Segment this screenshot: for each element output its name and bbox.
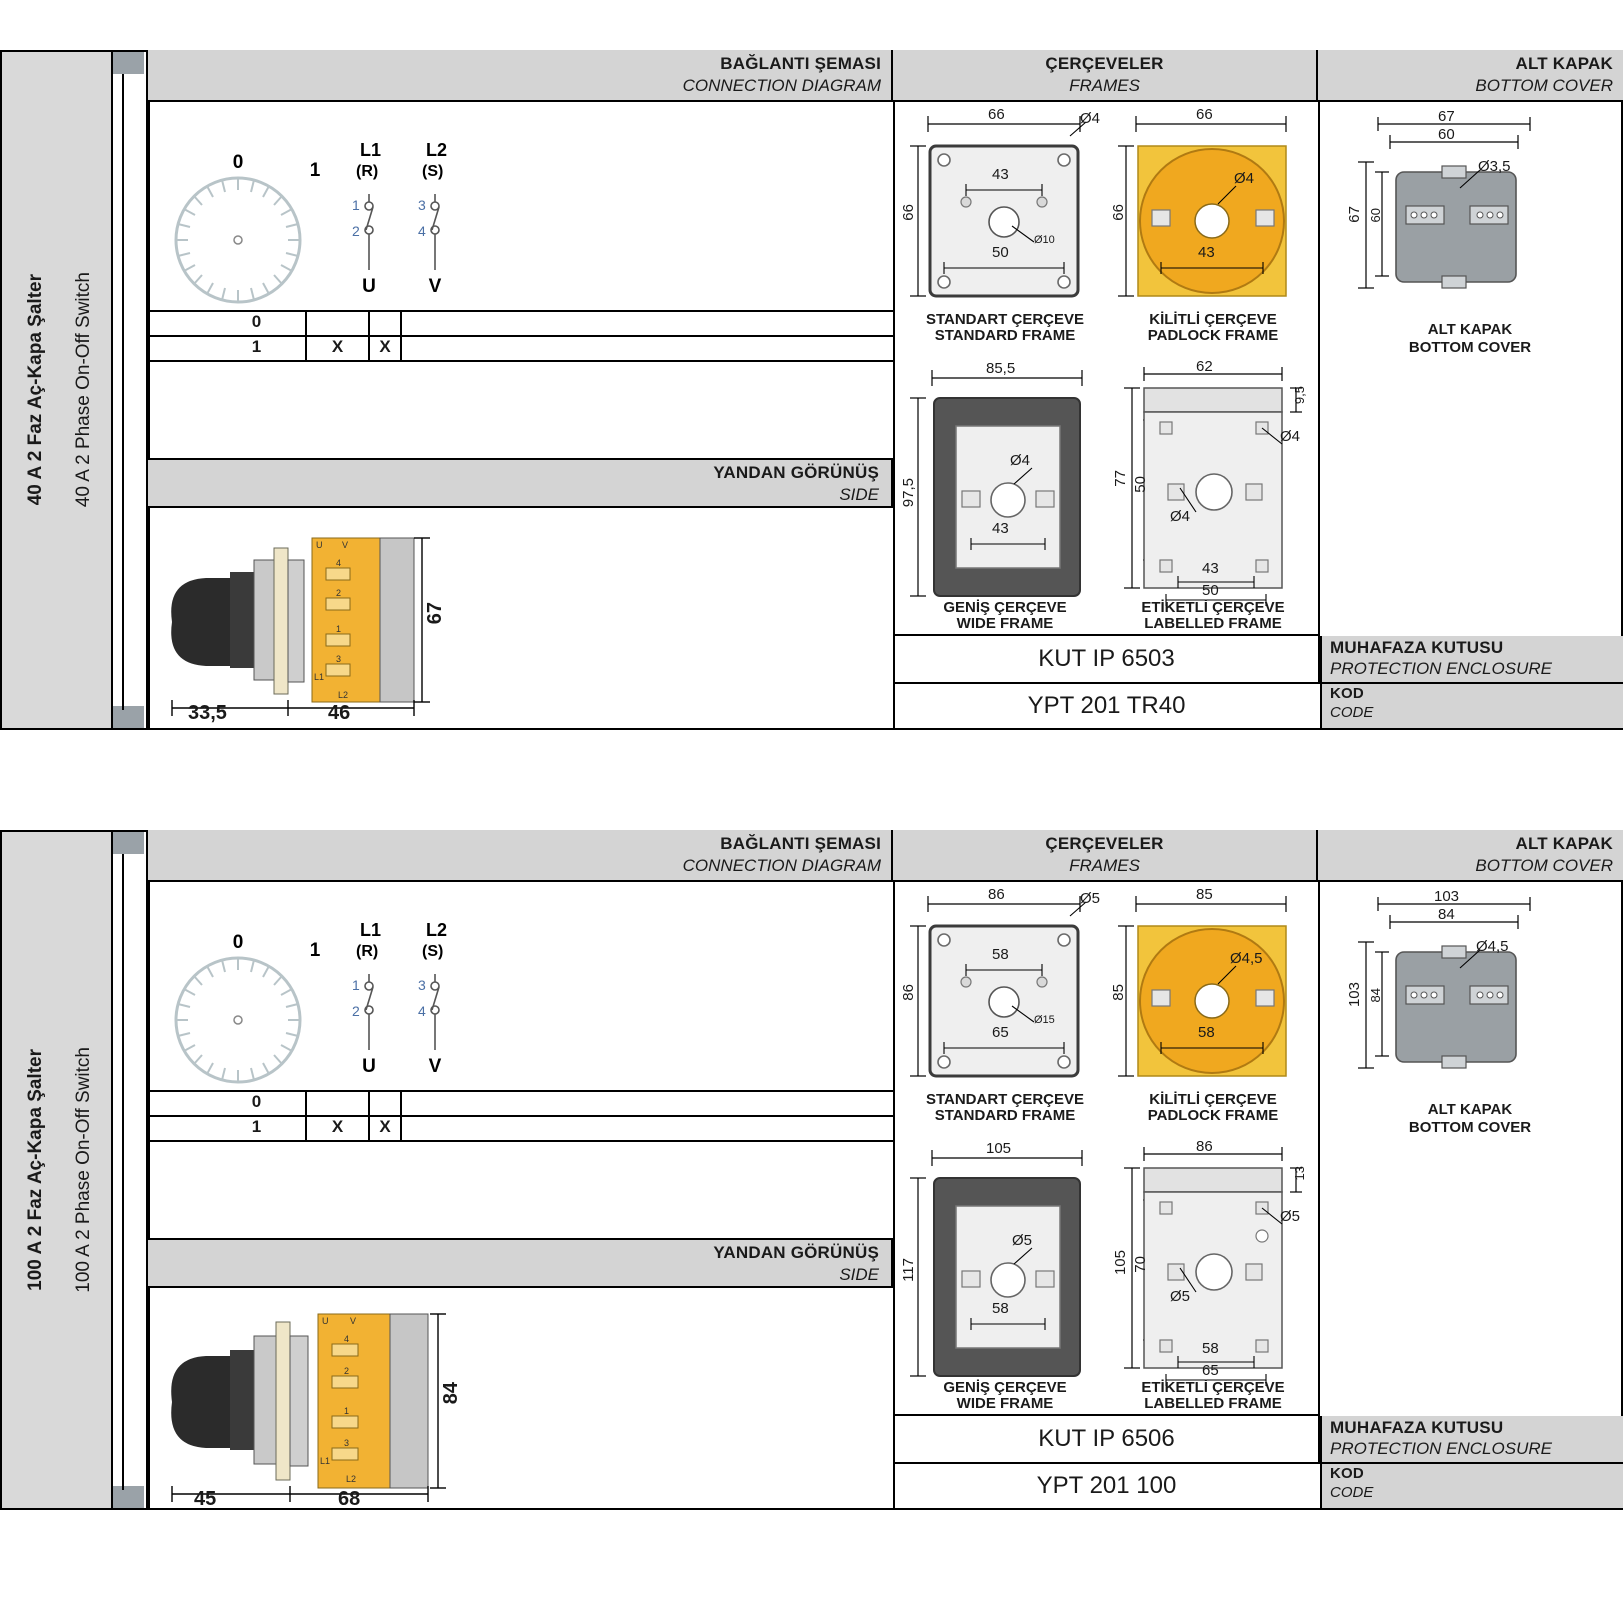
truth-row-1-pos-2: 1 [251,1117,262,1136]
frame-wide-caption-en-2: WIDE FRAME [956,1395,1054,1412]
cover-hole-2: Ø4,5 [1476,938,1509,955]
sheet-40a [0,50,1623,730]
frame-wide-2 [900,1140,1110,1430]
svg-text:4: 4 [344,1334,350,1344]
svg-text:(R): (R) [356,163,379,180]
header-side-tr: YANDAN GÖRÜNÜŞ [713,463,879,482]
side-view-svg-2 [160,1292,880,1508]
frame-standard-a: 43 [992,166,1009,183]
side-view-2 [160,1292,880,1508]
header-connection-tr-2: BAĞLANTI ŞEMASI [720,834,881,853]
frame-labelled-h: 77 [1112,470,1129,487]
frame-padlock-hole: Ø4 [1234,170,1255,187]
svg-text:1: 1 [344,1406,350,1416]
header-frames-en-2: FRAMES [1069,856,1140,875]
svg-text:3: 3 [418,977,426,993]
side-view [160,512,880,728]
header-frames-en: FRAMES [1069,76,1140,95]
frame-labelled-hole1: Ø4 [1280,428,1301,445]
enclosure-label-2 [1320,1416,1623,1462]
svg-text:2: 2 [336,588,342,598]
header-connection-en: CONNECTION DIAGRAM [682,76,881,95]
header-connection-2 [148,830,893,882]
frame-padlock-caption-tr: KİLİTLİ ÇERÇEVE [1149,311,1277,328]
spine-line [122,74,124,710]
frame-labelled-caption-tr-2: ETİKETLİ ÇERÇEVE [1141,1379,1285,1396]
cover-iw: 60 [1438,126,1455,143]
cover-w-2: 103 [1434,888,1460,905]
svg-text:L1: L1 [360,140,382,160]
frame-labelled-hole2-2: Ø5 [1170,1288,1191,1305]
frame-wide-svg [900,360,1110,620]
svg-text:1: 1 [336,624,342,634]
spine-marker-top [113,52,144,74]
header-connection [148,50,893,102]
svg-text:2: 2 [352,223,360,239]
svg-text:V: V [350,1316,357,1326]
enclosure-label-en-2: PROTECTION ENCLOSURE [1330,1439,1552,1458]
frame-labelled-b-2: 58 [1202,1340,1219,1357]
frame-labelled-h-2: 105 [1112,1250,1129,1276]
side-label-tr: 40 A 2 Faz Aç-Kapa Şalter [25,274,46,506]
frame-labelled-t-2: 13 [1292,1166,1307,1181]
frame-standard-corner-hole-2: Ø5 [1080,890,1101,907]
frame-padlock-a: 43 [1198,244,1215,261]
frame-wide-a-2: 58 [992,1300,1009,1317]
frame-labelled-a-2: 70 [1132,1256,1149,1273]
frame-wide-hole: Ø4 [1010,452,1031,469]
header-side-2 [148,1238,893,1288]
svg-text:U: U [322,1316,329,1326]
header-connection-en-2: CONNECTION DIAGRAM [682,856,881,875]
truth-table-2 [148,1090,893,1142]
frame-labelled-caption-en-2: LABELLED FRAME [1144,1395,1282,1412]
truth-row-1-v: X [379,337,391,356]
cover-caption-tr-2: ALT KAPAK [1427,1101,1513,1118]
header-side-en: SIDE [839,485,879,504]
frame-standard-caption-en-2: STANDARD FRAME [934,1107,1076,1124]
cover-hole: Ø3,5 [1478,158,1511,175]
svg-text:4: 4 [336,558,342,568]
header-frames-2 [893,830,1318,882]
cover-iw-2: 84 [1438,906,1455,923]
side-dim-2-2: 68 [338,1488,361,1510]
frame-labelled-w: 62 [1196,358,1213,375]
header-cover-en: BOTTOM COVER [1475,76,1613,95]
svg-text:V: V [342,540,349,550]
code-label [1320,684,1623,728]
frame-labelled-caption-tr: ETİKETLİ ÇERÇEVE [1141,599,1285,616]
frame-labelled-caption-en: LABELLED FRAME [1144,615,1282,632]
svg-text:L1: L1 [360,920,382,940]
frame-labelled-w-2: 86 [1196,1138,1213,1155]
header-frames-tr: ÇERÇEVELER [1045,54,1164,73]
frame-padlock-caption-en-2: PADLOCK FRAME [1147,1107,1279,1124]
frame-standard-w-2: 86 [988,886,1005,903]
svg-text:L1: L1 [314,672,325,682]
frame-padlock-h-2: 85 [1110,984,1127,1001]
side-view-svg [160,512,880,728]
svg-text:3: 3 [336,654,342,664]
frame-labelled-a: 50 [1132,476,1149,493]
svg-text:4: 4 [418,1003,426,1019]
code-label-en: CODE [1330,704,1374,721]
header-frames-tr-2: ÇERÇEVELER [1045,834,1164,853]
frame-labelled-hole1-2: Ø5 [1280,1208,1301,1225]
cover-caption-en-2: BOTTOM COVER [1408,1119,1532,1136]
header-cover-en-2: BOTTOM COVER [1475,856,1613,875]
svg-text:3: 3 [344,1438,350,1448]
spine-marker-top-2 [113,832,144,854]
header-frames [893,50,1318,102]
svg-text:(R): (R) [356,943,379,960]
code-label-tr-2: KOD [1330,1465,1364,1482]
svg-text:(S): (S) [422,163,444,180]
frame-padlock-caption-en: PADLOCK FRAME [1147,327,1279,344]
side-dim-2: 46 [328,702,351,724]
frame-wide-hole-2: Ø5 [1012,1232,1033,1249]
code-value: YPT 201 TR40 [1027,692,1186,719]
frame-standard-hole-2: Ø15 [1034,1014,1055,1026]
frame-padlock-hole-2: Ø4,5 [1230,950,1263,967]
frame-labelled-b: 43 [1202,560,1219,577]
svg-text:1: 1 [309,940,321,961]
frame-padlock-w: 66 [1196,106,1213,123]
svg-text:U: U [362,1056,376,1077]
enclosure-label-en: PROTECTION ENCLOSURE [1330,659,1552,678]
svg-text:0: 0 [232,152,244,173]
svg-text:2: 2 [344,1366,350,1376]
svg-text:(S): (S) [422,943,444,960]
frame-standard-corner-hole: Ø4 [1080,110,1101,127]
spine-line-2 [122,854,124,1490]
frame-padlock-w-2: 85 [1196,886,1213,903]
svg-text:L2: L2 [346,1474,357,1484]
svg-text:L1: L1 [320,1456,331,1466]
header-cover-tr: ALT KAPAK [1515,54,1613,73]
side-dim-3-2: 84 [440,1382,462,1405]
enclosure-label-tr-2: MUHAFAZA KUTUSU [1330,1418,1504,1437]
truth-row-0-pos-2: 0 [251,1092,262,1111]
svg-text:L2: L2 [338,690,349,700]
header-cover-tr-2: ALT KAPAK [1515,834,1613,853]
frame-padlock-2 [1110,886,1316,1151]
cover-caption-tr: ALT KAPAK [1427,321,1513,338]
enclosure-value: KUT IP 6503 [1038,645,1175,672]
cover-h: 67 [1346,206,1363,223]
truth-table [148,310,893,362]
frame-standard-caption-tr-2: STANDART ÇERÇEVE [925,1091,1085,1108]
truth-row-1-v-2: X [379,1117,391,1136]
side-label-en-2: 100 A 2 Phase On-Off Switch [73,1047,94,1293]
header-side [148,458,893,508]
truth-row-1-pos: 1 [251,337,262,356]
frame-wide-caption-tr-2: GENİŞ ÇERÇEVE [943,1379,1067,1396]
frame-labelled-t: 9,5 [1292,386,1307,405]
svg-text:1: 1 [309,160,321,181]
header-side-en-2: SIDE [839,1265,879,1284]
svg-text:U: U [362,276,376,297]
frame-labelled-hole2: Ø4 [1170,508,1191,525]
frame-standard-b: 50 [992,244,1009,261]
bottom-cover [1330,110,1610,370]
sep-2 [1318,102,1320,682]
frame-standard-caption-tr: STANDART ÇERÇEVE [925,311,1085,328]
sep-2-2 [1318,882,1320,1462]
sheet-outer-2 [0,830,1623,1510]
frame-wide-caption-en: WIDE FRAME [956,615,1054,632]
side-dim-3: 67 [424,602,446,625]
cover-ih-2: 84 [1368,988,1383,1003]
frame-labelled-c-2: 65 [1202,1362,1219,1379]
frame-standard-svg-2 [900,886,1110,1116]
frame-standard-b-2: 65 [992,1024,1009,1041]
svg-text:V: V [428,276,442,297]
frame-standard-h-2: 86 [900,984,917,1001]
header-connection-tr: BAĞLANTI ŞEMASI [720,54,881,73]
side-dim-1: 33,5 [188,702,227,724]
svg-text:L2: L2 [426,140,448,160]
code-label-tr: KOD [1330,685,1364,702]
cover-ih: 60 [1368,208,1383,223]
frame-padlock-h: 66 [1110,204,1127,221]
frame-labelled [1110,360,1316,650]
frame-labelled-c: 50 [1202,582,1219,599]
frame-labelled-2 [1110,1140,1316,1430]
frame-wide-w: 85,5 [986,360,1016,377]
spine-marker-bottom [113,706,144,728]
frame-standard-2 [900,886,1110,1151]
frame-wide-h: 97,5 [900,478,917,508]
frame-padlock-svg-2 [1110,886,1316,1116]
frame-standard [900,106,1110,371]
frame-padlock [1110,106,1316,371]
sheet-outer [0,50,1623,730]
svg-text:3: 3 [418,197,426,213]
frame-standard-hole: Ø10 [1034,234,1055,246]
enclosure-label [1320,636,1623,682]
frame-padlock-caption-tr-2: KİLİTLİ ÇERÇEVE [1149,1091,1277,1108]
frame-standard-h: 66 [900,204,917,221]
frame-padlock-svg [1110,106,1316,336]
cover-w: 67 [1438,108,1455,125]
svg-text:4: 4 [418,223,426,239]
enclosure-value-2: KUT IP 6506 [1038,1425,1175,1452]
svg-text:L2: L2 [426,920,448,940]
enclosure-label-tr: MUHAFAZA KUTUSU [1330,638,1504,657]
frame-standard-caption-en: STANDARD FRAME [934,327,1076,344]
side-label-en: 40 A 2 Phase On-Off Switch [73,272,94,508]
frame-standard-w: 66 [988,106,1005,123]
truth-row-1-u-2: X [331,1117,344,1136]
cover-h-2: 103 [1346,982,1363,1008]
frame-padlock-a-2: 58 [1198,1024,1215,1041]
spine-strip-2 [113,830,148,1510]
side-label-tr-2: 100 A 2 Faz Aç-Kapa Şalter [25,1049,46,1291]
header-side-tr-2: YANDAN GÖRÜNÜŞ [713,1243,879,1262]
truth-row-1-u: X [331,337,344,356]
svg-text:V: V [428,1056,442,1077]
svg-text:1: 1 [352,197,360,213]
frame-wide-h-2: 117 [900,1258,917,1282]
spine-strip [113,50,148,730]
spine-marker-bottom-2 [113,1486,144,1508]
sheet-100a [0,830,1623,1510]
frame-standard-svg [900,106,1110,336]
frame-wide-svg-2 [900,1140,1110,1400]
code-label-en-2: CODE [1330,1484,1374,1501]
frame-wide-w-2: 105 [986,1140,1012,1157]
code-value-2: YPT 201 100 [1036,1472,1177,1499]
truth-row-0-pos: 0 [251,312,262,331]
frame-wide-caption-tr: GENİŞ ÇERÇEVE [943,599,1067,616]
frame-wide [900,360,1110,650]
header-cover-2 [1318,830,1623,882]
frame-wide-a: 43 [992,520,1009,537]
cover-caption-en: BOTTOM COVER [1408,339,1532,356]
side-dim-1-2: 45 [194,1488,217,1510]
svg-text:2: 2 [352,1003,360,1019]
header-cover [1318,50,1623,102]
svg-text:0: 0 [232,932,244,953]
svg-text:U: U [316,540,323,550]
bottom-cover-2 [1330,890,1610,1150]
code-label-2 [1320,1464,1623,1508]
svg-text:1: 1 [352,977,360,993]
frame-standard-a-2: 58 [992,946,1009,963]
